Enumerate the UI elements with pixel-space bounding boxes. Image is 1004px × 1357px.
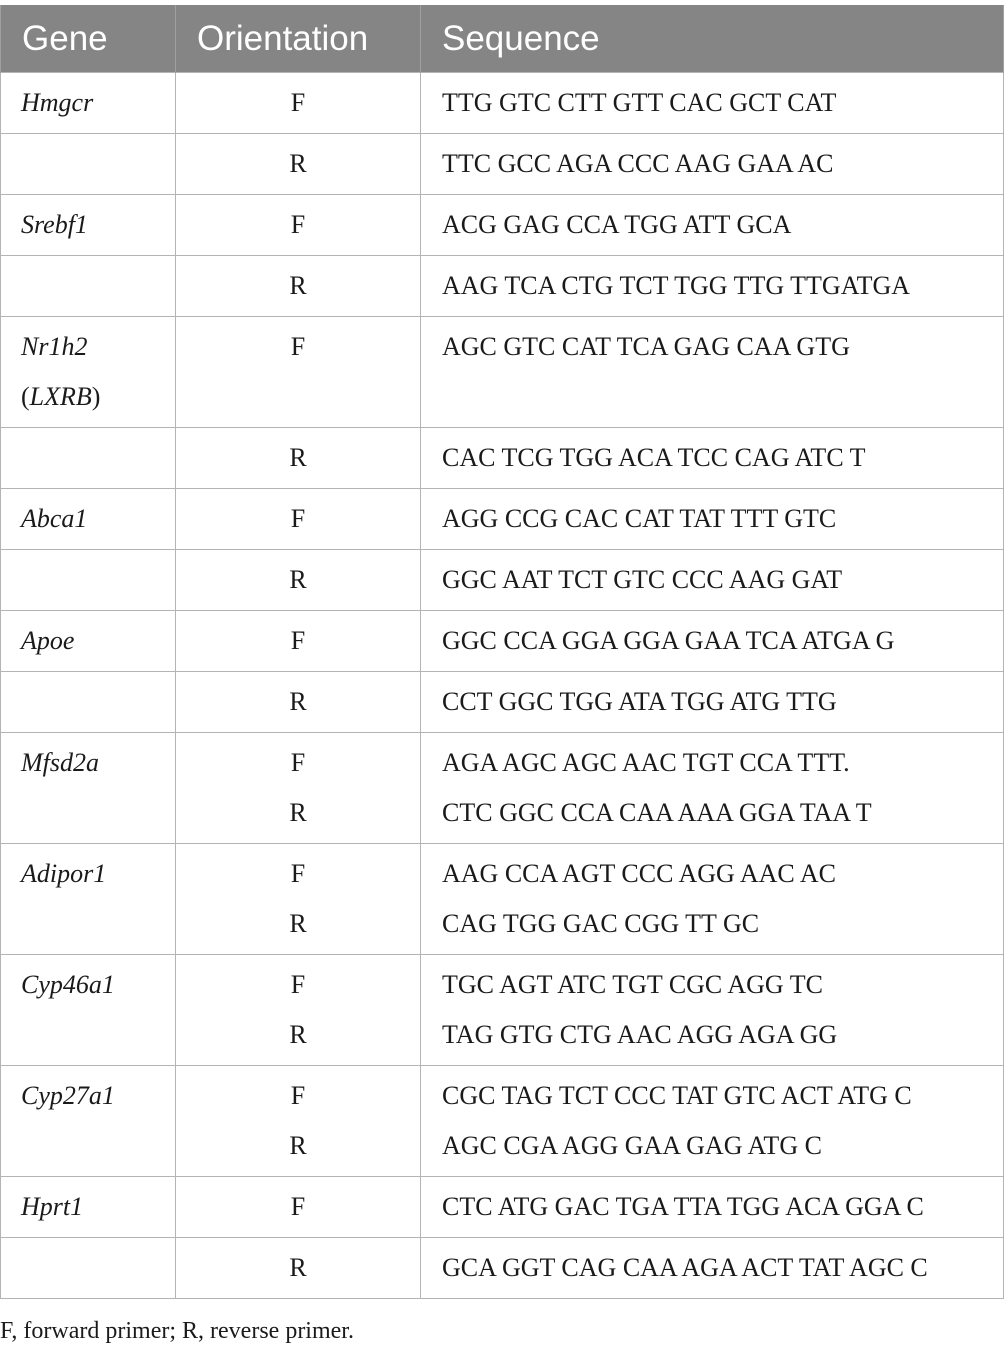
gene-name: Srebf1	[21, 210, 88, 239]
table-row	[1, 195, 1004, 256]
sequence-cell	[421, 256, 1004, 317]
orientation-cell	[176, 134, 421, 195]
table-row	[1, 428, 1004, 489]
gene-cell	[1, 672, 176, 733]
gene-cell	[1, 256, 176, 317]
table-row	[1, 73, 1004, 134]
gene-cell	[1, 317, 176, 428]
table-row	[1, 672, 1004, 733]
gene-alias-text: LXRB	[29, 382, 92, 411]
sequence-cell	[421, 550, 1004, 611]
orientation-cell	[176, 317, 421, 428]
primer-sequence: GGC AAT TCT GTC CCC AAG GAT	[442, 565, 843, 594]
sequence-cell	[421, 1066, 1004, 1177]
sequence-cell	[421, 672, 1004, 733]
primer-sequence: CAC TCG TGG ACA TCC CAG ATC T	[442, 443, 866, 472]
sequence-cell	[421, 1177, 1004, 1238]
orientation-value: F	[290, 626, 306, 655]
gene-name: Mfsd2a	[21, 748, 99, 777]
primer-sequence: AGG CCG CAC CAT TAT TTT GTC	[442, 504, 837, 533]
primer-sequence: ACG GAG CCA TGG ATT GCA	[442, 210, 792, 239]
orientation-cell	[176, 1177, 421, 1238]
table-row	[1, 1177, 1004, 1238]
orientation-value: F	[290, 1192, 306, 1221]
primer-sequence: TTC GCC AGA CCC AAG GAA AC	[442, 149, 834, 178]
orientation-cell	[176, 428, 421, 489]
orientation-value: F	[290, 859, 306, 888]
orientation-value: F	[290, 210, 306, 239]
gene-name: Nr1h2	[21, 332, 88, 361]
gene-name: Hprt1	[21, 1192, 84, 1221]
primer-sequence: AAG TCA CTG TCT TGG TTG TTGATGA	[442, 271, 911, 300]
orientation-cell	[176, 256, 421, 317]
sequence-cell	[421, 1238, 1004, 1299]
gene-alias: (LXRB)	[21, 382, 101, 411]
orientation-cell	[176, 73, 421, 134]
orientation-cell	[176, 195, 421, 256]
orientation-value: R	[289, 1020, 307, 1049]
gene-cell	[1, 489, 176, 550]
sequence-cell	[421, 317, 1004, 428]
gene-cell	[1, 844, 176, 955]
orientation-value: F	[290, 504, 306, 533]
gene-name: Cyp27a1	[21, 1081, 115, 1110]
primer-sequence: GCA GGT CAG CAA AGA ACT TAT AGC C	[442, 1253, 928, 1282]
sequence-cell	[421, 134, 1004, 195]
primer-sequence: CAG TGG GAC CGG TT GC	[442, 909, 760, 938]
sequence-cell	[421, 428, 1004, 489]
orientation-value: F	[290, 332, 306, 361]
orientation-cell	[176, 844, 421, 955]
primer-table	[0, 5, 1004, 1299]
table-row	[1, 844, 1004, 955]
primer-sequence: CGC TAG TCT CCC TAT GTC ACT ATG C	[442, 1081, 912, 1110]
gene-name: Cyp46a1	[21, 970, 115, 999]
table-row	[1, 489, 1004, 550]
gene-cell	[1, 195, 176, 256]
orientation-value: R	[289, 687, 307, 716]
gene-cell	[1, 428, 176, 489]
gene-cell	[1, 1066, 176, 1177]
primer-sequence: TTG GTC CTT GTT CAC GCT CAT	[442, 88, 837, 117]
sequence-cell	[421, 844, 1004, 955]
table-row	[1, 611, 1004, 672]
orientation-value: R	[289, 909, 307, 938]
gene-cell	[1, 1177, 176, 1238]
primer-sequence: AGC GTC CAT TCA GAG CAA GTG	[442, 332, 850, 361]
orientation-cell	[176, 672, 421, 733]
table-row	[1, 1238, 1004, 1299]
orientation-value: R	[289, 1253, 307, 1282]
gene-cell	[1, 955, 176, 1066]
table-body	[1, 73, 1004, 1299]
table-row	[1, 955, 1004, 1066]
primer-sequence: TGC AGT ATC TGT CGC AGG TC	[442, 970, 823, 999]
header-gene: Gene	[1, 5, 176, 73]
gene-cell	[1, 611, 176, 672]
orientation-value: F	[290, 748, 306, 777]
primer-sequence: CTC ATG GAC TGA TTA TGG ACA GGA C	[442, 1192, 924, 1221]
gene-name: Hmgcr	[21, 88, 94, 117]
orientation-value: F	[290, 1081, 306, 1110]
orientation-cell	[176, 1066, 421, 1177]
orientation-value: R	[289, 798, 307, 827]
primer-sequence: CTC GGC CCA CAA AAA GGA TAA T	[442, 798, 872, 827]
table-row	[1, 256, 1004, 317]
gene-name: Abca1	[21, 504, 88, 533]
gene-cell	[1, 733, 176, 844]
orientation-value: R	[289, 565, 307, 594]
table-row	[1, 550, 1004, 611]
orientation-value: F	[290, 970, 306, 999]
orientation-cell	[176, 1238, 421, 1299]
primer-sequence: AGA AGC AGC AAC TGT CCA TTT.	[442, 748, 850, 777]
gene-cell	[1, 134, 176, 195]
sequence-cell	[421, 733, 1004, 844]
gene-cell	[1, 73, 176, 134]
orientation-cell	[176, 550, 421, 611]
gene-name: Apoe	[21, 626, 75, 655]
table-row	[1, 733, 1004, 844]
gene-cell	[1, 1238, 176, 1299]
orientation-cell	[176, 611, 421, 672]
sequence-cell	[421, 195, 1004, 256]
orientation-value: R	[289, 271, 307, 300]
orientation-cell	[176, 733, 421, 844]
orientation-value: F	[290, 88, 306, 117]
table-footnote: F, forward primer; R, reverse primer.	[0, 1318, 354, 1344]
table-header-row	[1, 5, 1004, 73]
orientation-cell	[176, 489, 421, 550]
orientation-value: R	[289, 1131, 307, 1160]
sequence-cell	[421, 611, 1004, 672]
primer-sequence: TAG GTG CTG AAC AGG AGA GG	[442, 1020, 838, 1049]
table-row	[1, 317, 1004, 428]
sequence-cell	[421, 489, 1004, 550]
primer-sequence: CCT GGC TGG ATA TGG ATG TTG	[442, 687, 837, 716]
orientation-value: R	[289, 149, 307, 178]
orientation-value: R	[289, 443, 307, 472]
sequence-cell	[421, 73, 1004, 134]
table-row	[1, 134, 1004, 195]
header-orientation: Orientation	[176, 5, 421, 73]
orientation-cell	[176, 955, 421, 1066]
gene-cell	[1, 550, 176, 611]
sequence-cell	[421, 955, 1004, 1066]
gene-name: Adipor1	[21, 859, 107, 888]
header-sequence: Sequence	[421, 5, 1004, 73]
primer-sequence: GGC CCA GGA GGA GAA TCA ATGA G	[442, 626, 895, 655]
primer-sequence: AAG CCA AGT CCC AGG AAC AC	[442, 859, 836, 888]
primer-sequence: AGC CGA AGG GAA GAG ATG C	[442, 1131, 822, 1160]
table-row	[1, 1066, 1004, 1177]
